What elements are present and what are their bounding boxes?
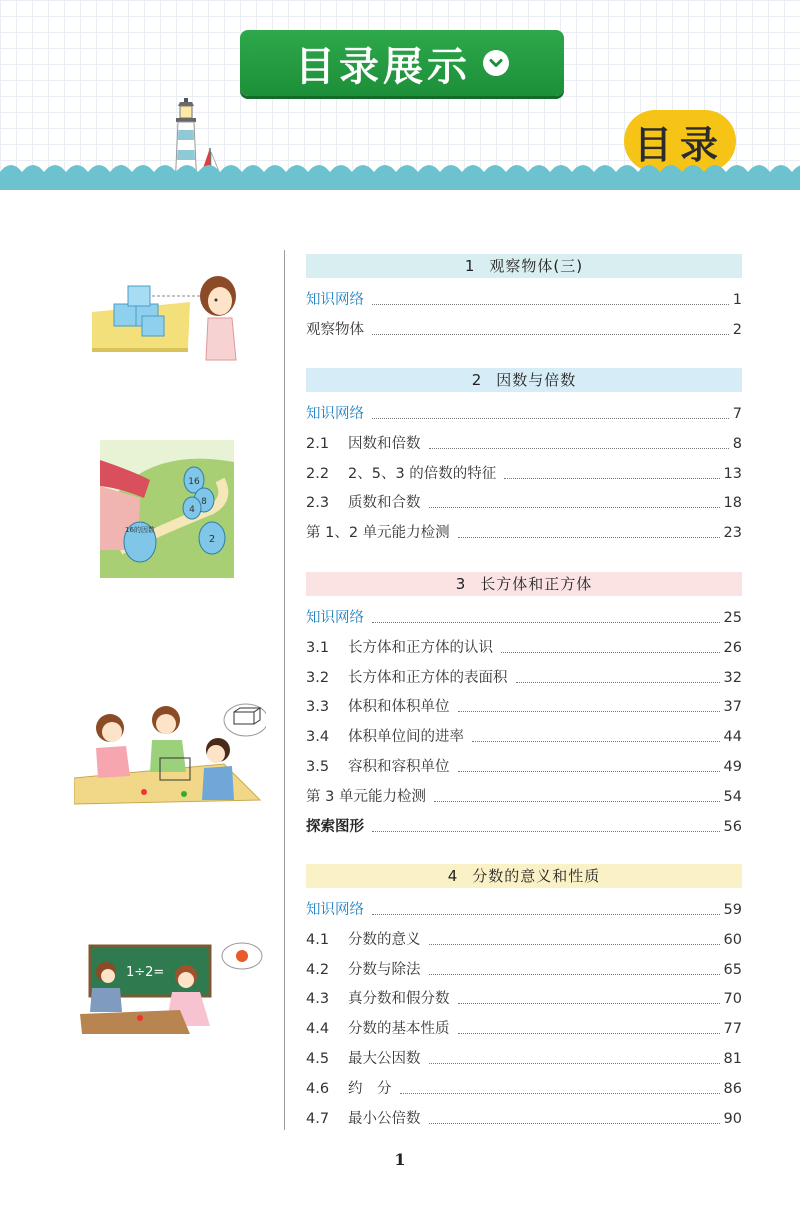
entry-page: 65 bbox=[723, 961, 742, 978]
toc-entry[interactable] bbox=[306, 930, 742, 950]
entry-number: 4.7 bbox=[306, 1110, 330, 1127]
dot-leader bbox=[372, 914, 720, 915]
title-banner bbox=[240, 30, 564, 96]
dot-leader bbox=[458, 1033, 720, 1034]
entry-page: 56 bbox=[723, 818, 742, 835]
entry-number: 3.1 bbox=[306, 639, 330, 656]
entry-page: 59 bbox=[723, 902, 742, 918]
toc-entry[interactable] bbox=[306, 960, 742, 980]
entry-title: 质数和合数 bbox=[348, 495, 421, 512]
toc-entry[interactable] bbox=[306, 464, 742, 484]
entry-title: 最大公因数 bbox=[348, 1051, 421, 1067]
page-number: 1 bbox=[394, 1150, 406, 1169]
toc-entry[interactable] bbox=[306, 668, 742, 688]
wave-band bbox=[0, 150, 800, 190]
section-title: 长方体和正方体 bbox=[480, 575, 593, 593]
entry-number: 4.3 bbox=[306, 991, 330, 1008]
entry-title: 体积和体积单位 bbox=[348, 699, 450, 716]
entry-title: 分数的意义 bbox=[348, 931, 421, 948]
entry-title: 长方体和正方体的表面积 bbox=[348, 669, 508, 686]
dot-leader bbox=[400, 1093, 720, 1094]
section-number: 3 bbox=[455, 575, 467, 593]
dot-leader bbox=[372, 418, 729, 419]
toc-entry[interactable] bbox=[306, 1049, 742, 1069]
entry-page: 32 bbox=[723, 669, 742, 686]
entry-number: 2.3 bbox=[306, 495, 330, 512]
illustration-observe-objects bbox=[90, 268, 244, 368]
entry-page: 37 bbox=[723, 699, 742, 716]
section-title: 分数的意义和性质 bbox=[472, 867, 601, 885]
entry-page: 70 bbox=[723, 991, 742, 1008]
dot-leader bbox=[458, 1003, 720, 1004]
dot-leader bbox=[516, 682, 720, 683]
dot-leader bbox=[372, 304, 729, 305]
illustration-cuboid bbox=[74, 700, 266, 818]
section-title: 因数与倍数 bbox=[496, 371, 577, 389]
entry-page: 13 bbox=[723, 465, 742, 482]
toc-entry[interactable] bbox=[306, 493, 742, 513]
entry-title: 探索图形 bbox=[306, 818, 364, 835]
entry-page: 26 bbox=[723, 639, 742, 656]
dot-leader bbox=[458, 771, 720, 772]
toc-entry[interactable] bbox=[306, 989, 742, 1009]
toc-entry[interactable] bbox=[306, 320, 742, 340]
toc-entry[interactable] bbox=[306, 404, 742, 424]
factor-ball-16: 16 bbox=[188, 477, 200, 487]
entry-number: 2.1 bbox=[306, 435, 330, 452]
entry-page: 54 bbox=[723, 788, 742, 805]
entry-page: 81 bbox=[723, 1051, 742, 1067]
entry-title: 观察物体 bbox=[306, 321, 364, 338]
header-band bbox=[0, 0, 800, 190]
entry-page: 49 bbox=[723, 759, 742, 775]
entry-number: 4.6 bbox=[306, 1080, 330, 1097]
chevron-down-icon[interactable] bbox=[483, 50, 509, 76]
section-header[interactable] bbox=[306, 368, 742, 392]
dot-leader bbox=[429, 1063, 720, 1064]
contents-badge-text: 目录 bbox=[633, 122, 726, 167]
entry-page: 23 bbox=[723, 525, 742, 542]
dot-leader bbox=[458, 537, 720, 538]
entry-number: 4.4 bbox=[306, 1021, 330, 1038]
dot-leader bbox=[429, 507, 720, 508]
toc-entry[interactable] bbox=[306, 787, 742, 807]
entry-number: 3.3 bbox=[306, 699, 330, 716]
dot-leader bbox=[429, 1123, 720, 1124]
toc-entry[interactable] bbox=[306, 817, 742, 837]
toc-entry[interactable] bbox=[306, 608, 742, 628]
entry-page: 86 bbox=[723, 1080, 742, 1097]
toc-entry[interactable] bbox=[306, 1109, 742, 1129]
toc-section-3 bbox=[306, 572, 742, 835]
entry-number: 2.2 bbox=[306, 465, 330, 482]
toc-entry[interactable] bbox=[306, 900, 742, 920]
entry-title: 2、5、3 的倍数的特征 bbox=[348, 465, 497, 482]
entry-title: 知识网络 bbox=[306, 292, 364, 308]
dot-leader bbox=[429, 944, 720, 945]
toc-entry[interactable] bbox=[306, 638, 742, 658]
toc-entry[interactable] bbox=[306, 1079, 742, 1099]
entry-page: 18 bbox=[723, 495, 742, 512]
factor-ball-8: 8 bbox=[201, 497, 207, 507]
entry-title: 约 分 bbox=[348, 1080, 392, 1097]
dot-leader bbox=[504, 478, 719, 479]
toc-entry[interactable] bbox=[306, 1019, 742, 1039]
illustration-factors bbox=[100, 440, 234, 578]
banner-title: 目录展示 bbox=[295, 43, 471, 90]
entry-number: 4.5 bbox=[306, 1051, 330, 1067]
illustration-fractions bbox=[80, 940, 264, 1036]
entry-title: 容积和容积单位 bbox=[348, 759, 450, 775]
entry-number: 3.2 bbox=[306, 669, 330, 686]
dot-leader bbox=[458, 711, 720, 712]
entry-title: 最小公倍数 bbox=[348, 1110, 421, 1127]
section-number: 2 bbox=[471, 371, 483, 389]
entry-page: 7 bbox=[732, 406, 742, 422]
dot-leader bbox=[501, 652, 720, 653]
factor-label: 16的因数 bbox=[125, 526, 155, 534]
entry-page: 2 bbox=[732, 321, 742, 338]
entry-page: 1 bbox=[732, 292, 742, 308]
entry-number: 4.2 bbox=[306, 961, 330, 978]
toc-entry[interactable] bbox=[306, 434, 742, 454]
entry-number: 3.4 bbox=[306, 729, 330, 746]
entry-title: 长方体和正方体的认识 bbox=[348, 639, 493, 656]
entry-title: 分数与除法 bbox=[348, 961, 421, 978]
dot-leader bbox=[429, 974, 720, 975]
entry-title: 真分数和假分数 bbox=[348, 991, 450, 1008]
entry-page: 77 bbox=[723, 1021, 742, 1038]
toc-section-2 bbox=[306, 368, 742, 542]
entry-title: 分数的基本性质 bbox=[348, 1021, 450, 1038]
entry-title: 第 3 单元能力检测 bbox=[306, 788, 426, 805]
entry-page: 25 bbox=[723, 610, 742, 626]
section-number: 1 bbox=[464, 257, 476, 275]
entry-number: 3.5 bbox=[306, 759, 330, 775]
factor-ball-4: 4 bbox=[189, 505, 195, 515]
dot-leader bbox=[372, 831, 720, 832]
dot-leader bbox=[429, 448, 729, 449]
dot-leader bbox=[472, 741, 720, 742]
toc-entry[interactable] bbox=[306, 290, 742, 310]
entry-title: 知识网络 bbox=[306, 902, 364, 918]
toc-section-4 bbox=[306, 864, 742, 1127]
entry-title: 第 1、2 单元能力检测 bbox=[306, 525, 450, 542]
factor-ball-2: 2 bbox=[208, 534, 216, 545]
toc-entry[interactable] bbox=[306, 757, 742, 777]
entry-page: 60 bbox=[723, 931, 742, 948]
toc-entry[interactable] bbox=[306, 727, 742, 747]
entry-page: 44 bbox=[723, 729, 742, 746]
toc-entry[interactable] bbox=[306, 523, 742, 543]
entry-title: 因数和倍数 bbox=[348, 435, 421, 452]
entry-number: 4.1 bbox=[306, 931, 330, 948]
entry-title: 知识网络 bbox=[306, 610, 364, 626]
dot-leader bbox=[372, 334, 729, 335]
column-divider bbox=[284, 250, 285, 1130]
dot-leader bbox=[372, 622, 720, 623]
section-header[interactable] bbox=[306, 572, 742, 596]
toc-section-1 bbox=[306, 254, 742, 338]
entry-title: 知识网络 bbox=[306, 406, 364, 422]
section-number: 4 bbox=[447, 867, 459, 885]
section-header[interactable] bbox=[306, 254, 742, 278]
section-title: 观察物体(三) bbox=[489, 257, 584, 275]
toc-entry[interactable] bbox=[306, 697, 742, 717]
dot-leader bbox=[434, 801, 720, 802]
entry-page: 90 bbox=[723, 1110, 742, 1127]
entry-title: 体积单位间的进率 bbox=[348, 729, 464, 746]
section-header[interactable] bbox=[306, 864, 742, 888]
entry-page: 8 bbox=[732, 435, 742, 452]
blackboard-text: 1÷2= bbox=[126, 965, 165, 980]
